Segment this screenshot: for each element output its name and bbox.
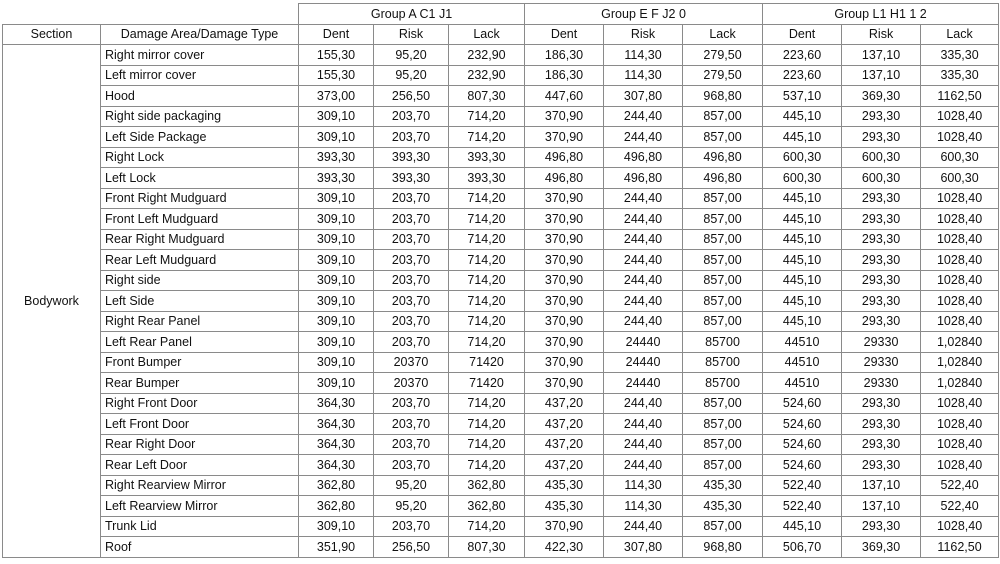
value-cell: 437,20 [525, 414, 604, 435]
table-row [3, 311, 999, 332]
value-cell: 445,10 [763, 270, 842, 291]
value-cell: 203,70 [374, 455, 449, 476]
value-cell: 256,50 [374, 86, 449, 107]
value-cell: 857,00 [683, 393, 763, 414]
value-cell: 362,80 [449, 475, 525, 496]
value-cell: 522,40 [763, 475, 842, 496]
value-cell: 714,20 [449, 127, 525, 148]
value-cell: 155,30 [299, 45, 374, 66]
value-cell: 223,60 [763, 65, 842, 86]
value-cell: 293,30 [842, 229, 921, 250]
value-cell: 232,90 [449, 45, 525, 66]
value-cell: 524,60 [763, 434, 842, 455]
value-cell: 714,20 [449, 188, 525, 209]
value-cell: 370,90 [525, 332, 604, 353]
value-cell: 85700 [683, 332, 763, 353]
value-cell: 445,10 [763, 127, 842, 148]
value-cell: 1,02840 [921, 373, 999, 394]
table-row [3, 127, 999, 148]
value-cell: 1028,40 [921, 127, 999, 148]
table-body [3, 45, 999, 558]
value-cell: 256,50 [374, 537, 449, 558]
value-cell: 309,10 [299, 291, 374, 312]
value-cell: 506,70 [763, 537, 842, 558]
value-cell: 373,00 [299, 86, 374, 107]
value-cell: 203,70 [374, 127, 449, 148]
value-cell: 244,40 [604, 270, 683, 291]
value-cell: 600,30 [842, 147, 921, 168]
value-cell: 537,10 [763, 86, 842, 107]
value-cell: 370,90 [525, 106, 604, 127]
value-cell: 71420 [449, 373, 525, 394]
value-cell: 114,30 [604, 65, 683, 86]
value-cell: 1028,40 [921, 434, 999, 455]
table-row [3, 352, 999, 373]
value-cell: 293,30 [842, 393, 921, 414]
value-cell: 1028,40 [921, 209, 999, 230]
value-cell: 714,20 [449, 516, 525, 537]
damage-area-cell: Right Rearview Mirror [101, 475, 299, 496]
table-row [3, 475, 999, 496]
subcol-header: Lack [921, 24, 999, 45]
value-cell: 714,20 [449, 393, 525, 414]
value-cell: 114,30 [604, 496, 683, 517]
value-cell: 95,20 [374, 65, 449, 86]
value-cell: 1028,40 [921, 393, 999, 414]
value-cell: 714,20 [449, 106, 525, 127]
value-cell: 1162,50 [921, 537, 999, 558]
value-cell: 393,30 [299, 168, 374, 189]
value-cell: 370,90 [525, 311, 604, 332]
value-cell: 203,70 [374, 311, 449, 332]
value-cell: 293,30 [842, 270, 921, 291]
damage-price-table [2, 3, 999, 558]
value-cell: 1028,40 [921, 455, 999, 476]
subcol-header: Risk [842, 24, 921, 45]
value-cell: 496,80 [683, 168, 763, 189]
value-cell: 203,70 [374, 250, 449, 271]
value-cell: 335,30 [921, 65, 999, 86]
value-cell: 857,00 [683, 414, 763, 435]
value-cell: 445,10 [763, 188, 842, 209]
value-cell: 369,30 [842, 86, 921, 107]
value-cell: 85700 [683, 373, 763, 394]
damage-area-cell: Rear Bumper [101, 373, 299, 394]
table-row [3, 188, 999, 209]
value-cell: 522,40 [921, 475, 999, 496]
value-cell: 422,30 [525, 537, 604, 558]
value-cell: 524,60 [763, 393, 842, 414]
value-cell: 293,30 [842, 291, 921, 312]
value-cell: 393,30 [374, 168, 449, 189]
value-cell: 600,30 [921, 147, 999, 168]
value-cell: 445,10 [763, 291, 842, 312]
value-cell: 114,30 [604, 45, 683, 66]
value-cell: 364,30 [299, 434, 374, 455]
damage-area-cell: Right side packaging [101, 106, 299, 127]
value-cell: 244,40 [604, 250, 683, 271]
value-cell: 496,80 [683, 147, 763, 168]
damage-area-cell: Left Side [101, 291, 299, 312]
subcol-header: Dent [763, 24, 842, 45]
value-cell: 362,80 [299, 475, 374, 496]
value-cell: 714,20 [449, 250, 525, 271]
value-cell: 393,30 [449, 147, 525, 168]
value-cell: 203,70 [374, 291, 449, 312]
value-cell: 24440 [604, 332, 683, 353]
value-cell: 1162,50 [921, 86, 999, 107]
value-cell: 857,00 [683, 209, 763, 230]
damage-area-cell: Left Front Door [101, 414, 299, 435]
value-cell: 309,10 [299, 127, 374, 148]
value-cell: 203,70 [374, 516, 449, 537]
table-row [3, 373, 999, 394]
value-cell: 244,40 [604, 414, 683, 435]
value-cell: 203,70 [374, 106, 449, 127]
value-cell: 445,10 [763, 209, 842, 230]
value-cell: 244,40 [604, 516, 683, 537]
subcol-header: Risk [604, 24, 683, 45]
value-cell: 309,10 [299, 106, 374, 127]
value-cell: 968,80 [683, 537, 763, 558]
value-cell: 293,30 [842, 127, 921, 148]
value-cell: 279,50 [683, 65, 763, 86]
value-cell: 309,10 [299, 352, 374, 373]
value-cell: 1,02840 [921, 352, 999, 373]
value-cell: 370,90 [525, 270, 604, 291]
value-cell: 29330 [842, 373, 921, 394]
group-header: Group A C1 J1 [299, 4, 525, 25]
value-cell: 155,30 [299, 65, 374, 86]
value-cell: 244,40 [604, 455, 683, 476]
damage-area-cell: Right side [101, 270, 299, 291]
value-cell: 244,40 [604, 127, 683, 148]
value-cell: 1028,40 [921, 250, 999, 271]
value-cell: 20370 [374, 373, 449, 394]
value-cell: 44510 [763, 352, 842, 373]
value-cell: 279,50 [683, 45, 763, 66]
damage-area-cell: Hood [101, 86, 299, 107]
value-cell: 600,30 [763, 147, 842, 168]
value-cell: 714,20 [449, 434, 525, 455]
value-cell: 447,60 [525, 86, 604, 107]
value-cell: 714,20 [449, 455, 525, 476]
table-row [3, 496, 999, 517]
value-cell: 244,40 [604, 106, 683, 127]
value-cell: 857,00 [683, 311, 763, 332]
value-cell: 1028,40 [921, 270, 999, 291]
value-cell: 857,00 [683, 250, 763, 271]
value-cell: 369,30 [842, 537, 921, 558]
value-cell: 203,70 [374, 229, 449, 250]
subcol-header: Risk [374, 24, 449, 45]
table-row [3, 537, 999, 558]
value-cell: 370,90 [525, 516, 604, 537]
value-cell: 244,40 [604, 188, 683, 209]
value-cell: 714,20 [449, 414, 525, 435]
table-row [3, 86, 999, 107]
value-cell: 370,90 [525, 352, 604, 373]
value-cell: 114,30 [604, 475, 683, 496]
value-cell: 393,30 [299, 147, 374, 168]
table-row [3, 434, 999, 455]
value-cell: 203,70 [374, 188, 449, 209]
value-cell: 370,90 [525, 209, 604, 230]
value-cell: 370,90 [525, 291, 604, 312]
value-cell: 20370 [374, 352, 449, 373]
value-cell: 857,00 [683, 291, 763, 312]
damage-area-cell: Right Front Door [101, 393, 299, 414]
value-cell: 496,80 [604, 168, 683, 189]
table-row [3, 270, 999, 291]
value-cell: 435,30 [525, 475, 604, 496]
value-cell: 293,30 [842, 250, 921, 271]
damage-area-cell: Left mirror cover [101, 65, 299, 86]
value-cell: 1028,40 [921, 106, 999, 127]
value-cell: 968,80 [683, 86, 763, 107]
value-cell: 309,10 [299, 516, 374, 537]
value-cell: 370,90 [525, 188, 604, 209]
table-row [3, 414, 999, 435]
value-cell: 445,10 [763, 250, 842, 271]
value-cell: 309,10 [299, 373, 374, 394]
value-cell: 244,40 [604, 229, 683, 250]
value-cell: 137,10 [842, 496, 921, 517]
value-cell: 807,30 [449, 537, 525, 558]
value-cell: 244,40 [604, 209, 683, 230]
value-cell: 364,30 [299, 393, 374, 414]
value-cell: 393,30 [449, 168, 525, 189]
value-cell: 203,70 [374, 209, 449, 230]
group-header: Group E F J2 0 [525, 4, 763, 25]
value-cell: 437,20 [525, 393, 604, 414]
value-cell: 445,10 [763, 106, 842, 127]
value-cell: 309,10 [299, 250, 374, 271]
value-cell: 307,80 [604, 537, 683, 558]
subcol-header: Dent [299, 24, 374, 45]
table-row [3, 332, 999, 353]
damage-area-cell: Rear Right Mudguard [101, 229, 299, 250]
value-cell: 393,30 [374, 147, 449, 168]
value-cell: 496,80 [525, 147, 604, 168]
table-row [3, 516, 999, 537]
group-header: Group L1 H1 1 2 [763, 4, 999, 25]
value-cell: 435,30 [525, 496, 604, 517]
value-cell: 522,40 [921, 496, 999, 517]
value-cell: 1028,40 [921, 414, 999, 435]
damage-area-cell: Left Rearview Mirror [101, 496, 299, 517]
value-cell: 1,02840 [921, 332, 999, 353]
value-cell: 186,30 [525, 45, 604, 66]
table-row [3, 455, 999, 476]
value-cell: 309,10 [299, 229, 374, 250]
damage-area-cell: Rear Left Door [101, 455, 299, 476]
value-cell: 351,90 [299, 537, 374, 558]
value-cell: 370,90 [525, 127, 604, 148]
value-cell: 95,20 [374, 475, 449, 496]
table-row [3, 291, 999, 312]
value-cell: 293,30 [842, 455, 921, 476]
value-cell: 44510 [763, 373, 842, 394]
value-cell: 600,30 [921, 168, 999, 189]
value-cell: 203,70 [374, 270, 449, 291]
value-cell: 95,20 [374, 496, 449, 517]
value-cell: 309,10 [299, 270, 374, 291]
damage-area-cell: Rear Left Mudguard [101, 250, 299, 271]
value-cell: 362,80 [449, 496, 525, 517]
table-row [3, 393, 999, 414]
value-cell: 293,30 [842, 106, 921, 127]
value-cell: 24440 [604, 352, 683, 373]
value-cell: 857,00 [683, 516, 763, 537]
value-cell: 524,60 [763, 414, 842, 435]
value-cell: 203,70 [374, 332, 449, 353]
value-cell: 600,30 [842, 168, 921, 189]
value-cell: 244,40 [604, 291, 683, 312]
value-cell: 364,30 [299, 414, 374, 435]
damage-area-cell: Rear Right Door [101, 434, 299, 455]
value-cell: 1028,40 [921, 229, 999, 250]
value-cell: 1028,40 [921, 291, 999, 312]
value-cell: 857,00 [683, 127, 763, 148]
value-cell: 496,80 [525, 168, 604, 189]
damage-area-cell: Left Lock [101, 168, 299, 189]
value-cell: 857,00 [683, 106, 763, 127]
value-cell: 137,10 [842, 65, 921, 86]
value-cell: 714,20 [449, 209, 525, 230]
value-cell: 244,40 [604, 434, 683, 455]
value-cell: 714,20 [449, 229, 525, 250]
value-cell: 496,80 [604, 147, 683, 168]
damage-area-cell: Right mirror cover [101, 45, 299, 66]
value-cell: 857,00 [683, 434, 763, 455]
value-cell: 364,30 [299, 455, 374, 476]
group-header-row [3, 4, 999, 25]
value-cell: 293,30 [842, 311, 921, 332]
value-cell: 370,90 [525, 373, 604, 394]
value-cell: 223,60 [763, 45, 842, 66]
subcol-header: Dent [525, 24, 604, 45]
value-cell: 857,00 [683, 229, 763, 250]
header-blank [3, 4, 299, 25]
value-cell: 857,00 [683, 188, 763, 209]
value-cell: 435,30 [683, 475, 763, 496]
damage-area-cell: Roof [101, 537, 299, 558]
value-cell: 524,60 [763, 455, 842, 476]
value-cell: 1028,40 [921, 516, 999, 537]
table-row [3, 106, 999, 127]
value-cell: 714,20 [449, 332, 525, 353]
value-cell: 293,30 [842, 516, 921, 537]
value-cell: 1028,40 [921, 188, 999, 209]
value-cell: 435,30 [683, 496, 763, 517]
value-cell: 203,70 [374, 414, 449, 435]
value-cell: 445,10 [763, 516, 842, 537]
damage-area-cell: Trunk Lid [101, 516, 299, 537]
value-cell: 29330 [842, 352, 921, 373]
table-row [3, 65, 999, 86]
value-cell: 203,70 [374, 434, 449, 455]
value-cell: 71420 [449, 352, 525, 373]
value-cell: 293,30 [842, 414, 921, 435]
value-cell: 807,30 [449, 86, 525, 107]
value-cell: 244,40 [604, 311, 683, 332]
value-cell: 186,30 [525, 65, 604, 86]
value-cell: 714,20 [449, 291, 525, 312]
value-cell: 522,40 [763, 496, 842, 517]
subcol-header: Lack [683, 24, 763, 45]
value-cell: 85700 [683, 352, 763, 373]
damage-area-cell: Front Left Mudguard [101, 209, 299, 230]
damage-area-cell: Left Rear Panel [101, 332, 299, 353]
damage-area-cell: Right Rear Panel [101, 311, 299, 332]
value-cell: 370,90 [525, 250, 604, 271]
value-cell: 857,00 [683, 270, 763, 291]
column-header-row [3, 24, 999, 45]
damage-area-cell: Front Right Mudguard [101, 188, 299, 209]
value-cell: 44510 [763, 332, 842, 353]
value-cell: 437,20 [525, 455, 604, 476]
value-cell: 1028,40 [921, 311, 999, 332]
section-header: Section [3, 24, 101, 45]
value-cell: 137,10 [842, 45, 921, 66]
table-row [3, 229, 999, 250]
table-row [3, 209, 999, 230]
area-header: Damage Area/Damage Type [101, 24, 299, 45]
value-cell: 232,90 [449, 65, 525, 86]
value-cell: 24440 [604, 373, 683, 394]
damage-area-cell: Front Bumper [101, 352, 299, 373]
value-cell: 714,20 [449, 270, 525, 291]
value-cell: 203,70 [374, 393, 449, 414]
value-cell: 600,30 [763, 168, 842, 189]
value-cell: 309,10 [299, 332, 374, 353]
value-cell: 437,20 [525, 434, 604, 455]
value-cell: 857,00 [683, 455, 763, 476]
table-row [3, 147, 999, 168]
value-cell: 714,20 [449, 311, 525, 332]
value-cell: 307,80 [604, 86, 683, 107]
value-cell: 309,10 [299, 311, 374, 332]
value-cell: 293,30 [842, 209, 921, 230]
value-cell: 137,10 [842, 475, 921, 496]
table-row [3, 168, 999, 189]
value-cell: 370,90 [525, 229, 604, 250]
damage-area-cell: Right Lock [101, 147, 299, 168]
damage-area-cell: Left Side Package [101, 127, 299, 148]
value-cell: 95,20 [374, 45, 449, 66]
value-cell: 445,10 [763, 311, 842, 332]
value-cell: 309,10 [299, 209, 374, 230]
value-cell: 293,30 [842, 188, 921, 209]
value-cell: 29330 [842, 332, 921, 353]
subcol-header: Lack [449, 24, 525, 45]
value-cell: 445,10 [763, 229, 842, 250]
section-cell: Bodywork [3, 45, 101, 558]
value-cell: 293,30 [842, 434, 921, 455]
table-row [3, 250, 999, 271]
value-cell: 335,30 [921, 45, 999, 66]
value-cell: 309,10 [299, 188, 374, 209]
value-cell: 244,40 [604, 393, 683, 414]
table-row [3, 45, 999, 66]
value-cell: 362,80 [299, 496, 374, 517]
